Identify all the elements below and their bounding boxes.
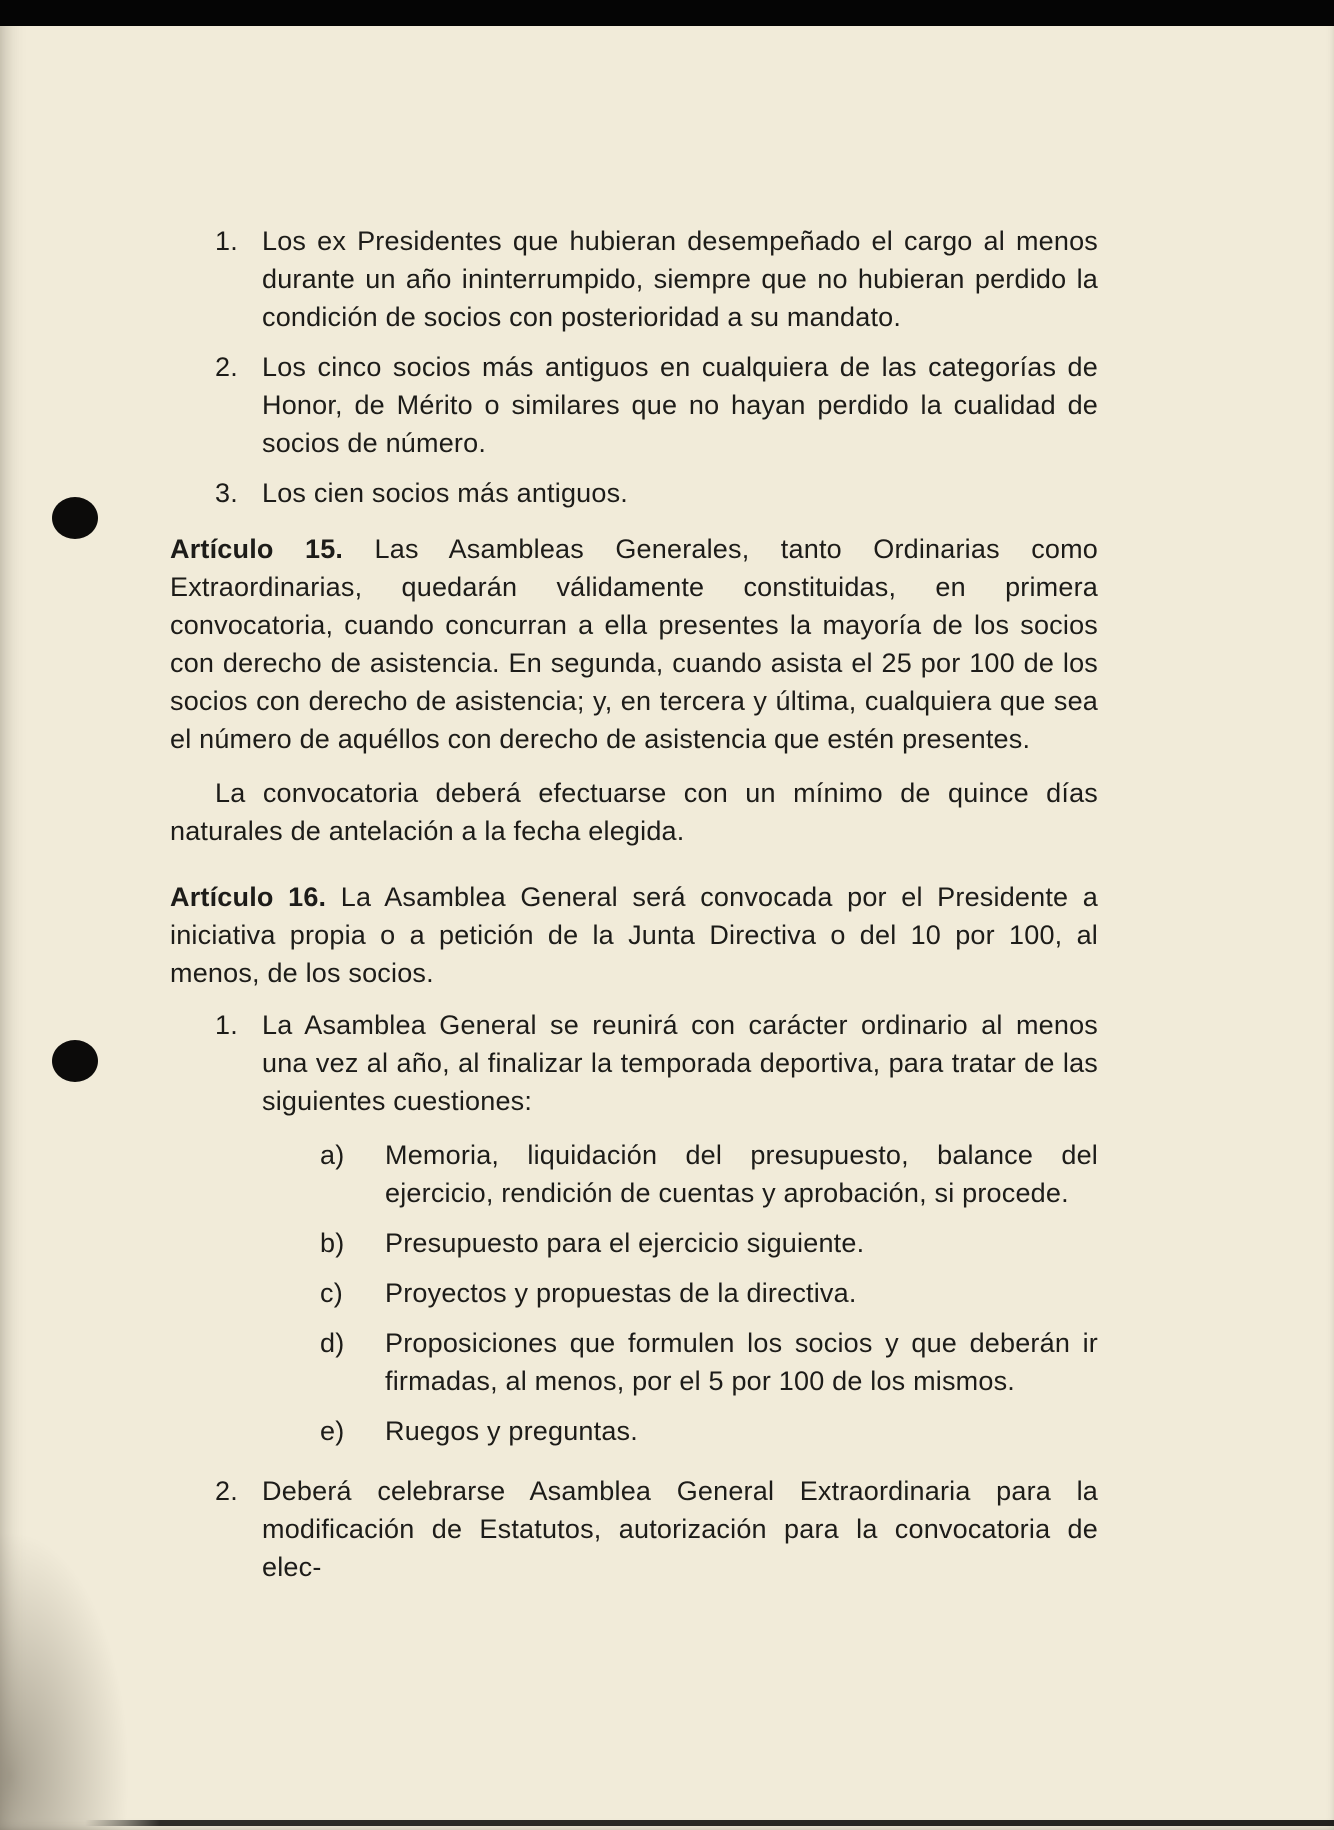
sub-item-letter: e) bbox=[320, 1416, 345, 1446]
list-item bbox=[170, 474, 1098, 512]
sub-item-text: Presupuesto para el ejercicio siguiente. bbox=[385, 1228, 865, 1258]
articulo-16-body: La Asamblea General será convocada por el Presidente a iniciativa propia o a petición de la Junta Directiva o del 10 por 100, al menos, de los socios. bbox=[170, 882, 1098, 988]
list-item-number: 2. bbox=[215, 1476, 238, 1506]
list-item-number: 1. bbox=[215, 226, 238, 256]
list-item-number: 1. bbox=[215, 1010, 238, 1040]
sub-list-item bbox=[170, 1224, 1098, 1262]
articulo-15-paragraph bbox=[170, 530, 1098, 758]
list-item bbox=[170, 348, 1098, 462]
sub-list-item bbox=[170, 1274, 1098, 1312]
sub-item-letter: c) bbox=[320, 1278, 343, 1308]
sub-item-text: Proposiciones que formulen los socios y que deberán ir firmadas, al menos, por el 5 por 100 de los mismos. bbox=[385, 1328, 1098, 1396]
list-item-text: Los cinco socios más antiguos en cualquiera de las categorías de Honor, de Mérito o similares que no hayan perdido la cualidad de socios de número. bbox=[262, 352, 1098, 458]
list-item-text: Los cien socios más antiguos. bbox=[262, 478, 628, 508]
scan-bottom-edge bbox=[85, 1820, 1334, 1826]
list-item bbox=[170, 1006, 1098, 1120]
sub-item-text: Memoria, liquidación del presupuesto, balance del ejercicio, rendición de cuentas y aprobación, si procede. bbox=[385, 1140, 1098, 1208]
articulo-16-paragraph bbox=[170, 878, 1098, 992]
articulo-15-label: Artículo 15. bbox=[170, 534, 344, 564]
list-item-number: 3. bbox=[215, 478, 238, 508]
sub-list-item bbox=[170, 1136, 1098, 1212]
articulo-16-label: Artículo 16. bbox=[170, 882, 327, 912]
sub-item-letter: b) bbox=[320, 1228, 345, 1258]
sub-list-item bbox=[170, 1324, 1098, 1400]
scan-top-edge bbox=[0, 0, 1334, 26]
articulo-15-body: Las Asambleas Generales, tanto Ordinarias como Extraordinarias, quedarán válidamente constituidas, en primera convocatoria, cuando concurran a ella presentes la mayoría de los socios con derecho de asistencia. En segunda, cuando asista el 25 por 100 de los socios con derecho de asistencia; y, en tercera y última, cualquiera que sea el número de aquéllos con derecho de asistencia que estén presentes. bbox=[170, 534, 1099, 754]
sub-list-item bbox=[170, 1412, 1098, 1450]
list-item-text: Los ex Presidentes que hubieran desempeñado el cargo al menos durante un año ininterrumpido, siempre que no hubieran perdido la condición de socios con posterioridad a su mandato. bbox=[262, 226, 1098, 332]
list-item-text: Deberá celebrarse Asamblea General Extraordinaria para la modificación de Estatutos, autorización para la convocatoria de elec- bbox=[262, 1476, 1098, 1582]
list-item bbox=[170, 222, 1098, 336]
list-item-number: 2. bbox=[215, 352, 238, 382]
sub-item-letter: a) bbox=[320, 1140, 345, 1170]
sub-item-text: Proyectos y propuestas de la directiva. bbox=[385, 1278, 857, 1308]
sub-item-letter: d) bbox=[320, 1328, 345, 1358]
page-content bbox=[0, 26, 1334, 1586]
list-item bbox=[170, 1472, 1098, 1586]
articulo-15-paragraph-2: La convocatoria deberá efectuarse con un mínimo de quince días naturales de antelación a la fecha elegida. bbox=[170, 778, 1098, 846]
list-item-text: La Asamblea General se reunirá con carácter ordinario al menos una vez al año, al finalizar la temporada deportiva, para tratar de las siguientes cuestiones: bbox=[262, 1010, 1098, 1116]
sub-item-text: Ruegos y preguntas. bbox=[385, 1416, 638, 1446]
